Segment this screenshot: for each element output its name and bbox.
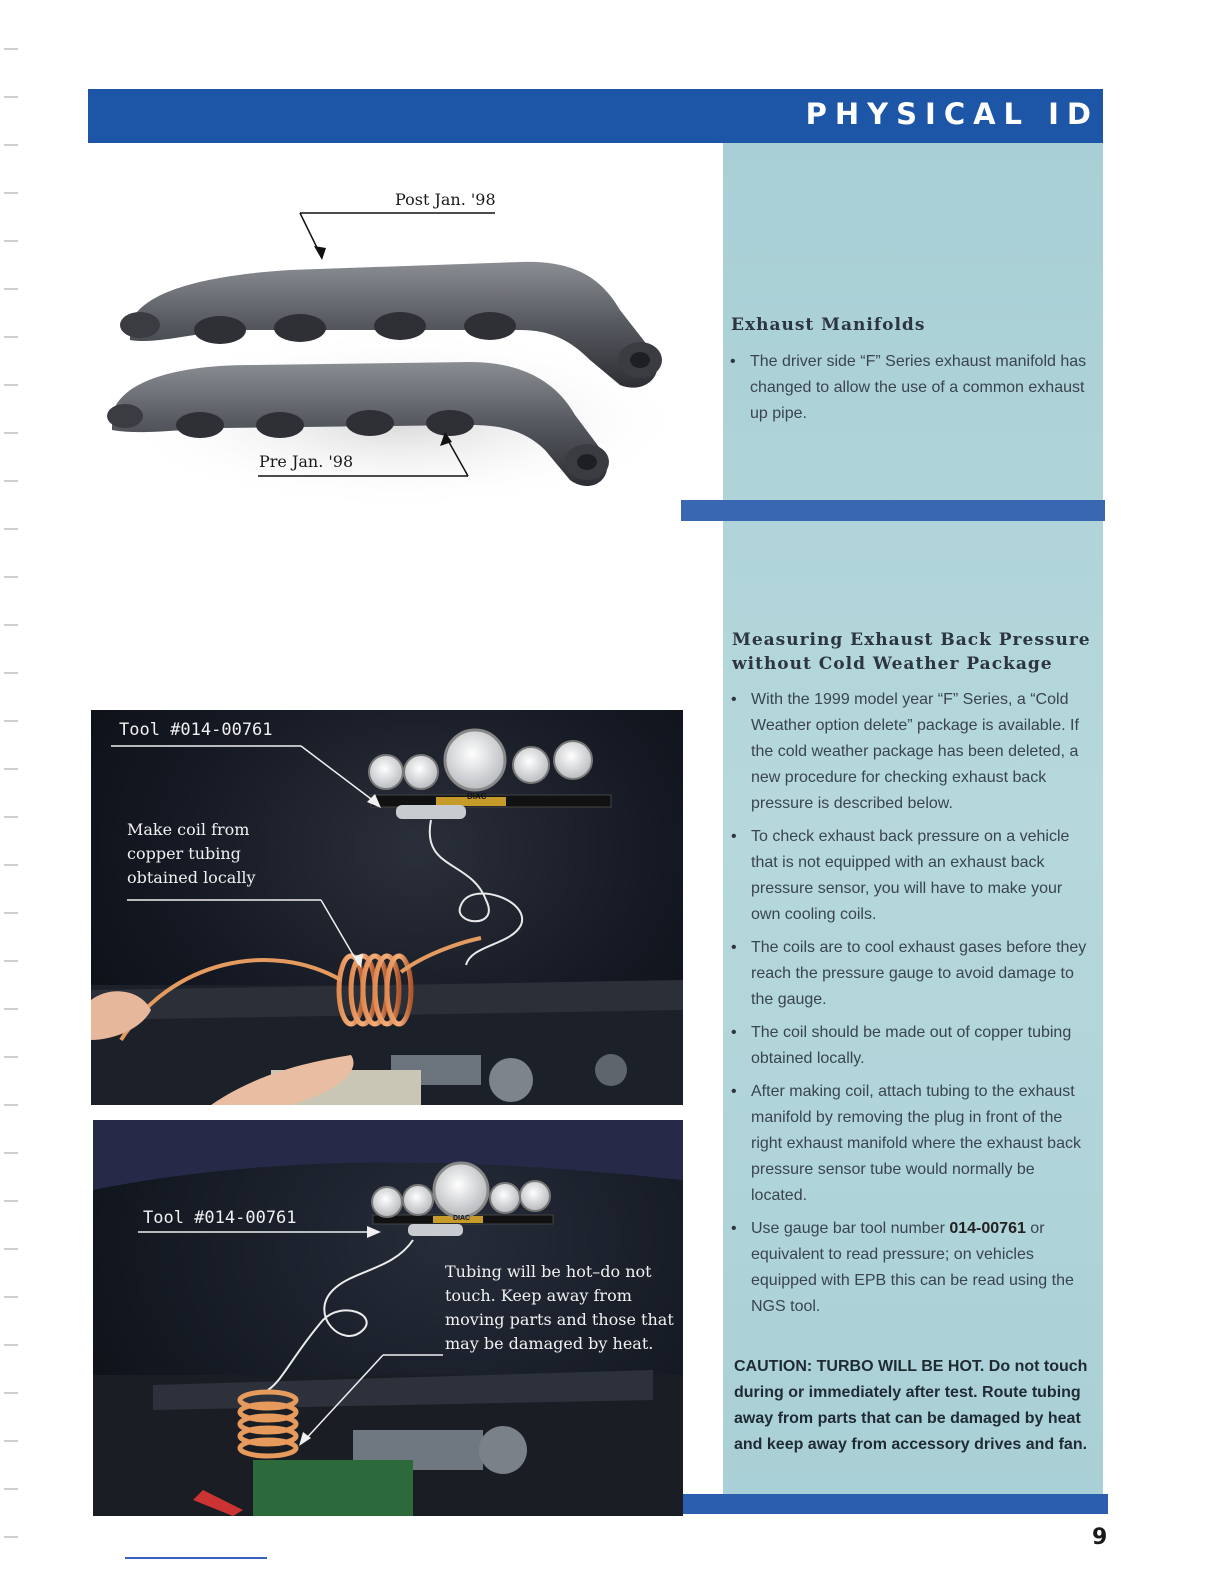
- back-pressure-heading: [732, 628, 1091, 676]
- coil-label-line: copper tubing: [127, 844, 241, 863]
- list-item: • With the 1999 model year “F” Series, a “Cold Weather option delete” package is available. If the cold weather package has been deleted, a new procedure for checking exhaust back pressure is described below.: [731, 687, 1093, 817]
- margin-tick: [4, 576, 18, 578]
- margin-tick: [4, 768, 18, 770]
- list-item: • After making coil, attach tubing to the exhaust manifold by removing the plug in front of the right exhaust manifold where the exhaust back pressure sensor tube would normally be located.: [731, 1079, 1093, 1209]
- margin-tick: [4, 288, 18, 290]
- coil-setup-illustration: [91, 710, 683, 1105]
- exhaust-manifold-figure: [100, 180, 690, 520]
- pre-jan-98-label: Pre Jan. '98: [259, 452, 354, 471]
- margin-tick: [4, 96, 18, 98]
- list-item: • The driver side “F” Series exhaust manifold has changed to allow the use of a common exhaust up pipe.: [730, 349, 1098, 427]
- margin-tick: [4, 864, 18, 866]
- margin-tick: [4, 912, 18, 914]
- margin-tick: [4, 1344, 18, 1346]
- margin-tick: [4, 816, 18, 818]
- tool-label: Tool #014-00761: [119, 720, 273, 740]
- margin-tick: [4, 1152, 18, 1154]
- list-item: • The coil should be made out of copper tubing obtained locally.: [731, 1020, 1093, 1072]
- margin-tick: [4, 48, 18, 50]
- margin-tick: [4, 960, 18, 962]
- gauge-brand-label: DIAC: [453, 1215, 471, 1222]
- warning-line: moving parts and those that: [445, 1310, 674, 1329]
- coil-setup-photo: [91, 710, 683, 1105]
- back-pressure-heading-line-2: without Cold Weather Package: [732, 654, 1053, 674]
- back-pressure-heading-line-1: Measuring Exhaust Back Pressure: [732, 630, 1091, 650]
- warning-line: Tubing will be hot–do not: [445, 1262, 652, 1281]
- coil-label-line: obtained locally: [127, 868, 256, 887]
- margin-tick: [4, 1488, 18, 1490]
- section-title: PHYSICAL ID: [805, 97, 1099, 131]
- heat-warning-label: [445, 1260, 674, 1356]
- coil-label-line: Make coil from: [127, 820, 250, 839]
- post-jan-98-label: Post Jan. '98: [395, 190, 496, 209]
- margin-tick: [4, 1440, 18, 1442]
- caution-note: CAUTION: TURBO WILL BE HOT. Do not touch during or immediately after test. Route tubing away from parts that can be damaged by heat and keep away from accessory drives and fan.: [734, 1358, 1088, 1453]
- coil-instruction-label: [127, 818, 256, 890]
- exhaust-manifolds-bullet-list: [730, 349, 1098, 434]
- margin-tick: [4, 1392, 18, 1394]
- page-number: 9: [1092, 1525, 1108, 1550]
- list-item: • The coils are to cool exhaust gases before they reach the pressure gauge to avoid damage to the gauge.: [731, 935, 1093, 1013]
- margin-tick: [4, 432, 18, 434]
- margin-tick: [4, 1248, 18, 1250]
- tool-number: 014-00761: [949, 1220, 1026, 1237]
- margin-tick: [4, 1200, 18, 1202]
- divider-bar: [681, 500, 1105, 521]
- tool-label: Tool #014-00761: [143, 1208, 297, 1228]
- list-item: • To check exhaust back pressure on a vehicle that is not equipped with an exhaust back pressure sensor, you will have to make your own cooling coils.: [731, 824, 1093, 928]
- tool-text-before: Use gauge bar tool number: [751, 1220, 950, 1237]
- exhaust-manifolds-heading: Exhaust Manifolds: [731, 315, 926, 335]
- margin-tick: [4, 336, 18, 338]
- margin-tick: [4, 480, 18, 482]
- footer-rule: [125, 1557, 267, 1559]
- gauge-brand-label: DIAC: [467, 792, 487, 801]
- margin-tick: [4, 720, 18, 722]
- list-item-tool-number: [731, 1216, 1093, 1320]
- margin-tick: [4, 240, 18, 242]
- margin-tick: [4, 384, 18, 386]
- margin-tick: [4, 144, 18, 146]
- section-header-bar: [88, 89, 1103, 143]
- warning-line: touch. Keep away from: [445, 1286, 632, 1305]
- margin-tick: [4, 624, 18, 626]
- tool-text-after: or equivalent to read pressure; on vehicles equipped with EPB this can be read using the NGS tool.: [751, 1220, 1074, 1315]
- warning-line: may be damaged by heat.: [445, 1334, 654, 1353]
- margin-tick: [4, 1008, 18, 1010]
- back-pressure-bullet-list: [731, 687, 1093, 1327]
- bottom-divider-bar: [681, 1494, 1108, 1514]
- installed-coil-photo: [93, 1120, 683, 1516]
- margin-tick: [4, 1104, 18, 1106]
- margin-tick: [4, 1056, 18, 1058]
- margin-tick: [4, 192, 18, 194]
- margin-tick: [4, 1536, 18, 1538]
- margin-tick: [4, 1296, 18, 1298]
- margin-tick: [4, 672, 18, 674]
- margin-tick: [4, 528, 18, 530]
